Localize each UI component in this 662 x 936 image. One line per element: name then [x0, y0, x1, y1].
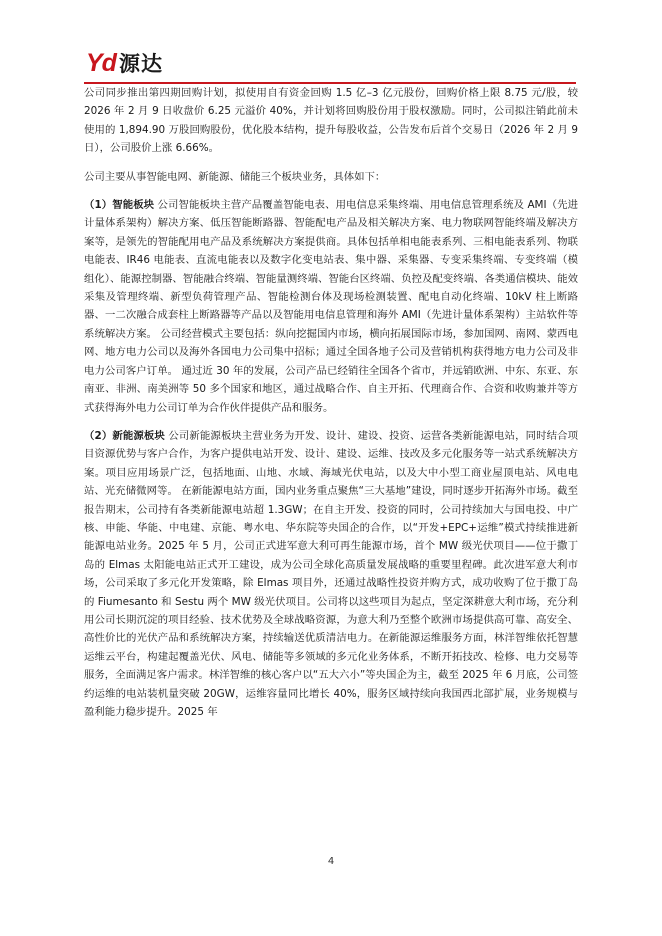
- logo-text: 源达: [118, 52, 163, 76]
- smart-segment-heading: （1）智能板块: [84, 199, 155, 212]
- company-logo: [86, 50, 163, 76]
- paragraph-new-energy-segment: [84, 427, 578, 722]
- new-energy-segment-text: 公司新能源板块主营业务为开发、设计、建设、投资、运营各类新能源电站，同时结合项目资源优势与客户合作，为客户提供电站开发、设计、建设、运维、技改及多元化服务等一站式系统解决方案。项目应用场景广泛，包括地面、山地、水域、海域光伏电站，以及大中小型工商业屋顶电站、风电电站、光充储微网等。 在新能源电站方面，国内业务重点聚焦“三大基地”建设，同时逐步开拓海外市场。截至报告期末，公司持有各类新能源电站超 1.3GW；在自主开发、投资的同时，公司持续加大与国电投、中广核、申能、华能、中电建、京能、粤水电、华东院等央国企的合作，以“开发+EPC+运维”模式持续推进新能源电站业务。2025 年 5 月，公司正式进军意大利可再生能源市场，首个 MW 级光伏项目——位于撒丁岛的 Elmas 太阳能电站正式开工建设，成为公司全球化高质量发展战略的重要里程碑。此次进军意大利市场，公司采取了多元化开发策略，除 Elmas 项目外，还通过战略性投资并购方式，成功收购了位于撒丁岛的 Fiumesanto 和 Sestu 两个 MW 级光伏项目。公司将以这些项目为起点，坚定深耕意大利市场，充分利用公司长期沉淀的项目经验、技术优势及全球战略资源，为意大利乃至整个欧洲市场提供高可靠、高安全、高性价比的光伏产品和系统解决方案，持续输送优质清洁电力。在新能源运维服务方面，林洋智维依托智慧运维云平台，构建起覆盖光伏、风电、储能等多领域的多元化业务体系，不断开拓技改、检修、电力交易等服务，全面满足客户需求。林洋智维的核心客户以“五大六小”等央国企为主，截至 2025 年 6 月底，公司签约运维的电站装机量突破 20GW，运维容量同比增长 40%，服务区域持续向我国西北部扩展，业务规模与盈利能力稳步提升。2025 年: [84, 429, 578, 718]
- new-energy-segment-heading: （2）新能源板块: [84, 429, 165, 442]
- logo-mark: Yd: [86, 48, 116, 77]
- smart-segment-text: 公司智能板块主营产品覆盖智能电表、用电信息采集终端、用电信息管理系统及 AMI（先进计量体系架构）解决方案、低压智能断路器、智能配电产品及相关解决方案、电力物联网智能终端及解决方案等，是领先的智能配用电产品及系统解决方案提供商。具体包括单相电能表系列、三相电能表系列、物联电能表、IR46 电能表、直流电能表以及数字化变电站表、集中器、采集器、专变采集终端、专变终端（模组化）、能源控制器、智能融合终端、智能量测终端、智能台区终端、负控及配变终端、各类通信模块、能效采集及管理终端、新型负荷管理产品、智能检测台体及现场检测装置、配电自动化终端、10kV 柱上断路器、一二次融合成套柱上断路器等产品以及智能用电信息管理和海外 AMI（先进计量体系架构）主站软件等系统解决方案。 公司经营模式主要包括：纵向挖掘国内市场，横向拓展国际市场，参加国网、南网、蒙西电网、地方电力公司以及海外各国电力公司集中招标；通过全国各地子公司及营销机构获得地方电力公司及非电力公司客户订单。 通过近 30 年的发展，公司产品已经销往全国各个省市，并远销欧洲、中东、东亚、东南亚、非洲、南美洲等 50 多个国家和地区，通过战略合作、自主开拓、代理商合作、合资和收购兼并等方式获得海外电力公司订单为合作伙伴提供产品和服务。: [84, 199, 579, 414]
- document-body: [84, 84, 578, 721]
- paragraph-overview: 公司主要从事智能电网、新能源、储能三个板块业务，具体如下：: [84, 170, 386, 183]
- page-number: 4: [327, 856, 335, 867]
- paragraph-buyback: 公司同步推出第四期回购计划，拟使用自有资金回购 1.5 亿–3 亿元股份，回购价格上限 8.75 元/股，较 2026 年 2 月 9 日收盘价 6.25 元溢价 40%，并计划将回购股份用于股权激励。同时，公司拟注销此前未使用的 1,894.90 万股回购股份，优化股本结构，提升每股收益，公告发布后首个交易日（2026 年 2 月 9 日），公司股价上涨 6.66%。: [84, 87, 578, 155]
- paragraph-smart-segment: [84, 196, 578, 417]
